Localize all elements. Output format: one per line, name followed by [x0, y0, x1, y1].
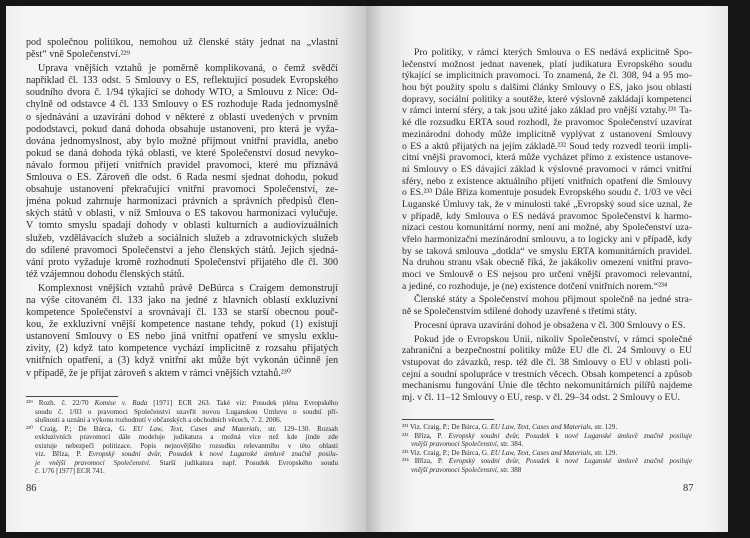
text-line: Pro politiky, v rámci kterých Smlouva o ES nedává explicitně Spo-: [414, 47, 692, 58]
text-line: o ES a aktů přijatých na jejím základě.²³² Soud tedy rozvedl teorii impli-: [402, 140, 692, 152]
text-line: do sdílené pravomoci Společenství a jeho členských států. Jejich sjedná-: [26, 244, 338, 256]
footnote-text: č. 1/76 [1977] ECR 741.: [35, 467, 105, 475]
text-line: zivity, (2) když tato kompetence vychází implicitně z rozsahu přijatých: [26, 343, 338, 355]
text-line: kou, že exkluzivní vnější kompetence nastane tehdy, pokud (1) existují: [26, 319, 338, 331]
text-line: Na druhou stranu však obecně říká, že jakákoliv omezení vnitřní pravo-: [402, 257, 692, 269]
text-line: cejní a soudní spolupráce v trestních věcech. Obsah kompetencí a způsob: [402, 368, 692, 380]
footnote-citation-title: EU Law, Text, Cases and Materials: [133, 424, 260, 433]
footnote-line: [26, 442, 338, 451]
footnote-text: ²³³ Viz. Craig, P.; De Búrca, G.: [402, 448, 491, 457]
footnote-line: [402, 466, 692, 475]
footnote-divider: [402, 419, 494, 420]
text-line: na výše citovaném čl. 133 jako na jedné z hlavních oblastí exkluzivní: [26, 294, 338, 306]
text-line: vřelo harmonizační mezinárodní smlouvu, a to logicky ani v případě, kdy: [402, 234, 692, 245]
text-line: sféry, nebo z existence aktuálního přijetí vnitřních opatření dle Smlouvy: [402, 175, 692, 187]
text-line: nizaci cestou komunitární normy, není ani možné, aby Společenství uza-: [402, 222, 692, 234]
footnote-text: , str. 129–130. Rozsah: [259, 424, 338, 433]
page-number: 87: [683, 483, 694, 494]
footnote-citation-title: Komise v. Rada: [94, 399, 148, 407]
footnote-line: [26, 450, 338, 459]
left-page-footnotes: [26, 399, 338, 476]
footnote-line: [26, 467, 338, 476]
text-line: o sjednávání a uzavírání dohod v některé z oblastí uvedených v prvním: [26, 111, 338, 123]
footnote-text: soudu č. 1/03 o pravomoci Společenství uzavřít novou Luganskou Úmluvu o soudní pří-: [35, 407, 338, 416]
text-line: vnitřních opatření, a (3) když vnitřní akt může být vykonán účinně jen: [26, 355, 338, 367]
text-line: pěst“ vně Společenství.²²⁹: [26, 49, 131, 61]
footnote-line: [402, 457, 692, 466]
text-line: chylně od odstavce 4 čl. 133 Smlouvy o ES rozhoduje Rada jednomyslně: [26, 99, 338, 111]
footnote-line: [26, 425, 338, 434]
footnote-text: , str. 129.: [590, 423, 618, 431]
text-line: návalo formou přijetí vnitřních pravidel pravomoci, které mu přiznává: [26, 159, 338, 171]
text-line: ských států v oblasti, v níž Smlouva o ES takovou harmonizaci vylučuje.: [26, 208, 338, 220]
footnote-line: [26, 433, 338, 442]
footnote-line: [26, 416, 338, 425]
text-line: moci ve Smlouvě o ES nejsou pro určení vnější pravomoci relevantní,: [402, 269, 692, 281]
footnote-text: [1971] ECR 263. Také viz: Posudek pléna Evropského: [147, 399, 338, 407]
footnote-line: [402, 423, 692, 432]
text-line: mechanismu fungování Unie dle těchto nekomunitárních pilířů najdeme: [402, 380, 692, 392]
footnote-text: slušnosti a uznání a výkonu rozhodnutí v občanských a obchodních věcech, 7. 2. 2006.: [35, 416, 282, 424]
text-line: Pokud jde o Evropskou Unii, nikoliv Společenství, v rámci společné: [414, 333, 692, 345]
text-line: Smlouva o ES. Zároveň dle odst. 6 Rada nesmí sjednat dohodu, pokud: [26, 172, 338, 184]
text-line: ně se Společenstvím sdílené dohody uzavřené s třetími státy.: [402, 306, 637, 318]
footnote-text: exkluzivních pravomocí dále modeluje judikatura a možná více než kde jinde zde: [35, 433, 338, 441]
left-page: [6, 6, 366, 532]
text-line: obsahuje ustanovení překračující vnitřní pravomoci Společenství, ze-: [26, 184, 338, 196]
footnote-text: , str. 384.: [496, 440, 524, 448]
right-page-body-text: [402, 47, 692, 404]
footnote-divider: [26, 396, 118, 397]
text-line: pokud se daná dohoda týká oblasti, ve které Společenství dosud nevyko-: [26, 147, 338, 159]
text-line: ustanovení Smlouvy o ES nebo jiná vnitřní opatření ve smyslu exklu-: [26, 331, 338, 343]
text-line: vání proto vyžaduje kromě rozhodnutí Společenství přijatého dle čl. 300: [26, 256, 338, 268]
text-line: týkající se implicitních pravomocí. To znamená, že čl. 308, 94 a 95 mo-: [402, 70, 692, 82]
text-line: například čl. 133 odst. 5 Smlouvy o ES, reflektující posudek Evropského: [26, 75, 338, 87]
footnote-line: [26, 408, 338, 417]
footnote-citation-title: EU Law, Text, Cases and Materials: [490, 423, 591, 431]
right-page: [366, 6, 728, 532]
text-line: mezinárodní dohody může implicitně vyplývat z ustanovení Smlouvy: [402, 128, 692, 140]
footnote-text: viz. Bříza, P.: [35, 450, 89, 458]
footnote-citation-title: vnější pravomoci Společenství: [411, 465, 497, 474]
footnote-text: ²²⁹ Rozh. č. 22/70: [26, 399, 95, 407]
text-line: Luganské Úmluvy tak, že v minulosti také „Evropský soud sice uznal, že: [402, 198, 692, 210]
footnote-line: [402, 440, 692, 449]
footnote-line: [402, 449, 692, 458]
text-line: a jediné, co rozhoduje, je (ne) existence dotčení vnitřních norem.“²³⁴: [402, 280, 668, 292]
text-line: služeb, vzdělávacích služeb a sociálních služeb a zdravotnických služeb: [26, 232, 338, 244]
text-line: dována jednomyslnost, aby bylo možné přijmout vnitřní pravidla, anebo: [26, 135, 338, 147]
text-line: v případě, že je přijat zároveň s aktem v rámci vnějších vztahů.²³⁰: [26, 367, 291, 379]
text-line: Procesní úprava uzavírání dohod je obsažena v čl. 300 Smlouvy o ES.: [414, 319, 686, 331]
footnote-text: ²³¹ Viz. Craig, P.; De Búrca, G.: [402, 423, 491, 431]
footnote-citation-title: Evropský soudní dvůr, Posudek k nové Luganské úmluvě značně posilu-: [88, 450, 338, 458]
footnote-text: ²³⁴ Bříza, P.: [402, 457, 449, 465]
text-line: Komplexnost vnějších vztahů právě DeBúrca s Craigem demonstrují: [38, 282, 338, 294]
page-number: 86: [26, 483, 37, 494]
text-line: pod společnou politikou, nemohou už členské státy jednat na „vlastní: [26, 37, 338, 48]
text-line: v případě, kdy Smlouva o ES nedává pravomoc Společenství k harmo-: [402, 210, 692, 222]
footnote-citation-title: EU Law, Text, Cases and Materials: [490, 448, 591, 457]
text-line: jména pokud zahrnuje harmonizaci právních a správních předpisů člen-: [26, 196, 338, 208]
footnote-text: ²³² Bříza, P.: [402, 431, 449, 440]
footnote-text: Starší judikatura např. Posudek Evropského soudu: [150, 458, 338, 467]
text-line: citní vnější pravomoci, která může vycházet přímo z existence ustanove-: [402, 152, 692, 164]
footnote-citation-title: Evropský soudní dvůr, Posudek k nové Luganské úmluvě značně posiluje: [448, 431, 692, 440]
text-line: Členské státy a Společenství mohou přijmout společně na jedné stra-: [414, 294, 692, 306]
text-line: mj. v čl. 11–12 Smlouvy o EU, resp. v čl. 29–34 odst. 2 Smlouvy o EU.: [402, 391, 680, 403]
text-line: též vzájemnou dohodu členských států.: [26, 268, 185, 280]
text-line: soudního dvora č. 1/94 týkající se dohody WTO, a Smlouvu z Nice: Od-: [26, 87, 338, 99]
footnote-line: [26, 459, 338, 468]
right-page-footnotes: [402, 423, 692, 474]
text-line: ní Smlouvy o ES dávající základ k výslovné pravomoci v rámci vnitřní: [402, 163, 692, 175]
footnote-text: , str. 129.: [590, 448, 618, 457]
text-line: zahraniční a bezpečnostní politiky může EU dle čl. 24 Smlouvy o EU: [402, 345, 692, 357]
footnote-text: existuje nebezpečí politizace. Popis nejnovějšího rozsudku relevantního v této oblasti: [35, 441, 338, 450]
text-line: v rámci interní sféry, a tak jsou užité jako základ pro vnější vztahy.²³¹ Ta-: [402, 105, 692, 117]
text-line: Úprava vnějších vztahů je poměrně komplikovaná, o čemž svědčí: [38, 63, 338, 75]
text-line: vstupovat do závazků, resp. též dle čl. 38 Smlouvy o EU v oblasti poli-: [402, 356, 692, 368]
footnote-citation-title: vnější pravomoci Společenství: [411, 440, 497, 448]
text-line: o ES.²³³ Dále Bříza komentuje posudek Evropského soudu č. 1/03 ve věci: [402, 187, 692, 199]
footnote-citation-title: Evropský soudní dvůr, Posudek k nové Luganské úmluvě značně posiluje: [448, 457, 692, 465]
text-line: pododstavci, pokud daná dohoda obsahuje ustanovení, pro která je vyža-: [26, 123, 338, 135]
text-line: by se taková smlouva „dotkla“ ve smyslu ERTA komunitárních pravidel.: [402, 245, 692, 257]
footnote-line: [26, 399, 338, 408]
footnote-line: [402, 432, 692, 441]
text-line: kompetence Společenství a srovnávají čl. 133 se starší obecnou pouč-: [26, 307, 338, 319]
text-line: hou být použity spolu s dalšími články Smlouvy o ES, jako jsou oblasti: [402, 82, 692, 94]
text-line: lečenství možnost jednat navenek, platí judikatura Evropského soudu: [402, 58, 692, 70]
text-line: ké dle rozsudku ERTA soud rozhodl, že pravomoc Společenství uzavírat: [402, 117, 692, 129]
text-line: dopravy, sociální politiky a soutěže, které výslovně zakládají kompetenci: [402, 93, 692, 105]
footnote-text: , str. 388: [496, 465, 522, 474]
footnote-citation-title: je vnější pravomoci Společenství.: [35, 458, 151, 467]
text-line: V tomto smyslu spadají dohody v oblasti kulturních a audiovizuálních: [26, 220, 338, 232]
left-page-body-text: [26, 37, 338, 380]
footnote-text: ²³⁰ Craig, P.; De Búrca, G.: [26, 424, 134, 433]
